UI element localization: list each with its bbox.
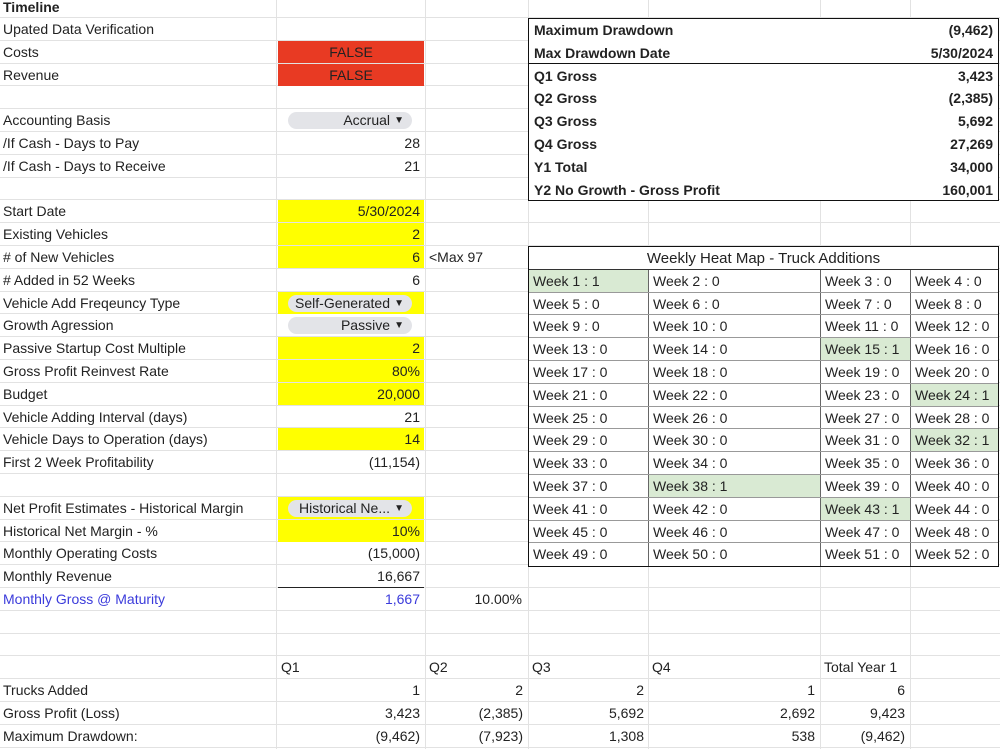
heatmap-week-cell[interactable]: Week 49 : 0 (533, 546, 608, 563)
heatmap-week-cell[interactable]: Week 12 : 0 (915, 318, 990, 335)
quarter-value[interactable]: (9,462) (860, 727, 905, 744)
quarter-value[interactable]: (2,385) (478, 705, 523, 721)
heatmap-week-cell[interactable]: Week 29 : 0 (533, 432, 608, 449)
heatmap-week-cell[interactable]: Week 5 : 0 (533, 295, 600, 312)
heatmap-week-cell[interactable]: Week 46 : 0 (653, 523, 728, 540)
heatmap-week-cell[interactable]: Week 50 : 0 (653, 546, 728, 563)
heatmap-week-cell[interactable]: Week 18 : 0 (653, 364, 728, 380)
heatmap-week-cell[interactable]: Week 35 : 0 (825, 455, 900, 472)
param-value[interactable]: 28 (404, 135, 420, 151)
param-value[interactable]: 2 (278, 337, 424, 359)
summary-label: Q2 Gross (534, 90, 598, 107)
heatmap-week-cell[interactable]: Week 38 : 1 (649, 475, 820, 497)
param-label[interactable]: First 2 Week Profitability (3, 454, 154, 471)
quarter-header[interactable]: Q1 (281, 659, 300, 676)
param-value[interactable]: 10% (278, 520, 424, 542)
param-value[interactable]: 6 (278, 246, 424, 268)
heatmap-week-cell[interactable]: Week 9 : 0 (533, 318, 600, 335)
param-label[interactable]: /If Cash - Days to Receive (3, 157, 166, 174)
heatmap-week-cell[interactable]: Week 37 : 0 (533, 478, 608, 494)
summary-row[interactable] (531, 156, 997, 178)
summary-row[interactable] (531, 110, 997, 132)
summary-row[interactable] (531, 87, 997, 109)
heatmap-week-cell[interactable]: Week 40 : 0 (915, 478, 990, 494)
heatmap-week-cell[interactable]: Week 16 : 0 (915, 341, 990, 358)
quarter-value[interactable]: 1 (412, 682, 420, 699)
heatmap-week-cell[interactable]: Week 1 : 1 (529, 270, 648, 292)
quarter-value[interactable]: 6 (897, 682, 905, 699)
param-label[interactable]: Budget (3, 385, 48, 402)
quarter-row-label[interactable]: Maximum Drawdown: (3, 727, 138, 744)
dropdown-chip[interactable] (288, 112, 412, 129)
summary-value: 3,423 (957, 67, 993, 84)
summary-row[interactable] (531, 179, 997, 201)
dropdown-chip[interactable] (288, 295, 412, 312)
summary-row[interactable] (531, 19, 997, 41)
heatmap-week-cell[interactable]: Week 15 : 1 (821, 338, 910, 360)
param-label[interactable]: Costs (3, 43, 39, 60)
dropdown-value: Self-Generated (295, 294, 390, 311)
summary-label: Y2 No Growth - Gross Profit (534, 181, 720, 198)
summary-label: Q4 Gross (534, 136, 598, 152)
summary-label: Q1 Gross (534, 67, 598, 84)
param-value[interactable]: 14 (278, 428, 424, 450)
heatmap-week-cell[interactable]: Week 47 : 0 (825, 523, 900, 540)
heatmap-week-cell[interactable]: Week 36 : 0 (915, 455, 990, 472)
param-label[interactable]: Revenue (3, 66, 60, 83)
summary-value: 34,000 (950, 158, 993, 175)
heatmap-week-cell[interactable]: Week 17 : 0 (533, 364, 608, 380)
heatmap-week-cell[interactable]: Week 30 : 0 (653, 432, 728, 449)
chevron-down-icon: ▼ (394, 297, 404, 309)
param-label[interactable]: Upated Data Verification (3, 21, 154, 37)
param-value[interactable] (278, 109, 424, 131)
param-value[interactable]: (11,154) (368, 454, 420, 471)
heatmap-title: Weekly Heat Map - Truck Additions (646, 250, 881, 267)
heatmap-week-cell[interactable]: Week 14 : 0 (653, 341, 728, 358)
quarter-header[interactable]: Q2 (429, 659, 448, 676)
quarter-row-label[interactable]: Gross Profit (Loss) (3, 705, 120, 721)
quarter-value[interactable]: 9,423 (869, 705, 905, 721)
heatmap-week-cell[interactable]: Week 11 : 0 (825, 318, 899, 335)
param-label[interactable]: /If Cash - Days to Pay (3, 135, 140, 151)
param-value[interactable] (278, 18, 424, 40)
heatmap-week-cell[interactable]: Week 27 : 0 (825, 409, 900, 426)
param-label[interactable]: Monthly Gross @ Maturity (3, 591, 166, 607)
summary-value: 160,001 (942, 181, 993, 198)
param-value[interactable] (278, 292, 424, 314)
quarter-value[interactable]: 1,308 (608, 727, 644, 744)
quarter-header[interactable]: Total Year 1 (824, 659, 898, 676)
param-value[interactable]: 21 (404, 157, 420, 174)
heatmap-week-cell[interactable]: Week 42 : 0 (653, 500, 728, 517)
dropdown-value: Historical Ne... (298, 499, 390, 516)
heatmap-week-cell[interactable]: Week 28 : 0 (915, 409, 990, 426)
param-label[interactable]: Gross Profit Reinvest Rate (3, 363, 169, 379)
heatmap-week-cell[interactable]: Week 21 : 0 (533, 386, 608, 403)
heatmap-week-cell[interactable]: Week 48 : 0 (915, 523, 990, 540)
param-value[interactable]: (15,000) (367, 545, 420, 562)
summary-row[interactable] (531, 65, 997, 87)
param-label[interactable]: Accounting Basis (3, 112, 111, 129)
param-value[interactable] (278, 497, 424, 519)
param-value[interactable]: 5/30/2024 (278, 200, 424, 222)
summary-value: (2,385) (948, 90, 993, 107)
param-value[interactable]: 16,667 (377, 568, 420, 585)
heatmap-week-cell[interactable]: Week 6 : 0 (653, 295, 720, 312)
sheet-title[interactable]: Timeline (3, 0, 60, 15)
param-label[interactable]: # Added in 52 Weeks (3, 271, 136, 288)
quarter-header[interactable]: Q4 (652, 659, 671, 676)
heatmap-week-cell[interactable]: Week 20 : 0 (915, 364, 990, 380)
quarter-value[interactable]: 5,692 (608, 705, 644, 721)
quarter-row-label[interactable]: Trucks Added (3, 682, 89, 699)
heatmap-week-cell[interactable]: Week 8 : 0 (915, 295, 982, 312)
quarter-value[interactable]: (9,462) (375, 727, 420, 744)
param-label[interactable]: Passive Startup Cost Multiple (3, 340, 186, 357)
param-label[interactable]: Monthly Revenue (3, 568, 112, 585)
quarter-value[interactable]: 538 (791, 727, 815, 744)
heatmap-week-cell[interactable]: Week 22 : 0 (653, 386, 728, 403)
summary-value: (9,462) (948, 22, 993, 38)
quarter-value[interactable]: 1 (807, 682, 815, 699)
dropdown-chip[interactable] (288, 500, 412, 517)
max-note: <Max 97 (429, 249, 484, 265)
quarter-value[interactable]: 2 (636, 682, 644, 699)
heatmap-week-cell[interactable]: Week 44 : 0 (915, 500, 990, 517)
summary-row[interactable] (531, 42, 997, 64)
param-label[interactable]: # of New Vehicles (3, 249, 115, 265)
param-label[interactable]: Monthly Operating Costs (3, 545, 158, 562)
chevron-down-icon: ▼ (394, 502, 404, 514)
param-value[interactable] (278, 314, 424, 336)
param-label[interactable]: Existing Vehicles (3, 226, 109, 243)
param-label[interactable]: Vehicle Add Freqeuncy Type (3, 294, 181, 311)
heatmap-week-cell[interactable]: Week 51 : 0 (825, 546, 900, 563)
chevron-down-icon: ▼ (394, 115, 404, 127)
param-value[interactable]: FALSE (278, 64, 424, 86)
heatmap-week-cell[interactable]: Week 32 : 1 (911, 429, 998, 451)
summary-value: 5/30/2024 (930, 44, 993, 61)
margin-percent: 10.00% (474, 591, 522, 607)
param-label[interactable]: Net Profit Estimates - Historical Margin (3, 499, 244, 516)
heatmap-week-cell[interactable]: Week 39 : 0 (825, 478, 900, 494)
param-label[interactable]: Vehicle Adding Interval (days) (3, 408, 188, 425)
heatmap-week-cell[interactable]: Week 23 : 0 (825, 386, 900, 403)
summary-value: 27,269 (950, 136, 993, 152)
heatmap-week-cell[interactable]: Week 4 : 0 (915, 272, 982, 289)
param-value[interactable]: 2 (278, 223, 424, 245)
heatmap-week-cell[interactable]: Week 3 : 0 (825, 272, 892, 289)
param-label[interactable]: Vehicle Days to Operation (days) (3, 431, 208, 448)
summary-label: Max Drawdown Date (534, 44, 671, 61)
heatmap-week-cell[interactable]: Week 10 : 0 (653, 318, 728, 335)
param-label[interactable]: Start Date (3, 203, 67, 220)
heatmap-week-cell[interactable]: Week 34 : 0 (653, 455, 728, 472)
heatmap-week-cell[interactable]: Week 52 : 0 (915, 546, 990, 563)
quarter-header[interactable]: Q3 (532, 659, 551, 676)
quarter-value[interactable]: 2 (515, 682, 523, 699)
quarter-value[interactable]: (7,923) (478, 727, 523, 744)
dropdown-value: Passive (340, 317, 390, 334)
heatmap-week-cell[interactable]: Week 19 : 0 (825, 364, 900, 380)
param-value[interactable]: FALSE (278, 41, 424, 63)
heatmap-week-cell[interactable]: Week 13 : 0 (533, 341, 608, 358)
heatmap-week-cell[interactable]: Week 33 : 0 (533, 455, 608, 472)
summary-label: Maximum Drawdown (534, 22, 674, 38)
heatmap-week-cell[interactable]: Week 41 : 0 (533, 500, 608, 517)
param-value[interactable]: 1,667 (384, 591, 420, 607)
quarter-value[interactable]: 2,692 (779, 705, 815, 721)
heatmap-week-cell[interactable]: Week 25 : 0 (533, 409, 608, 426)
heatmap-week-cell[interactable]: Week 31 : 0 (825, 432, 900, 449)
heatmap-week-cell[interactable]: Week 7 : 0 (825, 295, 892, 312)
chevron-down-icon: ▼ (394, 320, 404, 332)
heatmap-week-cell[interactable]: Week 2 : 0 (653, 272, 720, 289)
param-value[interactable]: 6 (412, 271, 420, 288)
dropdown-value: Accrual (343, 112, 390, 129)
param-value[interactable]: 20,000 (278, 383, 424, 405)
summary-label: Y1 Total (534, 158, 588, 175)
heatmap-week-cell[interactable]: Week 43 : 1 (821, 498, 910, 520)
heatmap-week-cell[interactable]: Week 26 : 0 (653, 409, 728, 426)
summary-label: Q3 Gross (534, 113, 598, 130)
param-label[interactable]: Growth Agression (3, 317, 114, 334)
param-value[interactable]: 21 (404, 408, 420, 425)
summary-row[interactable] (531, 133, 997, 155)
heatmap-week-cell[interactable]: Week 45 : 0 (533, 523, 608, 540)
param-label[interactable]: Historical Net Margin - % (3, 522, 158, 539)
param-value[interactable]: 80% (278, 360, 424, 382)
dropdown-chip[interactable] (288, 317, 412, 334)
summary-value: 5,692 (957, 113, 993, 130)
quarter-value[interactable]: 3,423 (384, 705, 420, 721)
heatmap-week-cell[interactable]: Week 24 : 1 (911, 384, 998, 406)
